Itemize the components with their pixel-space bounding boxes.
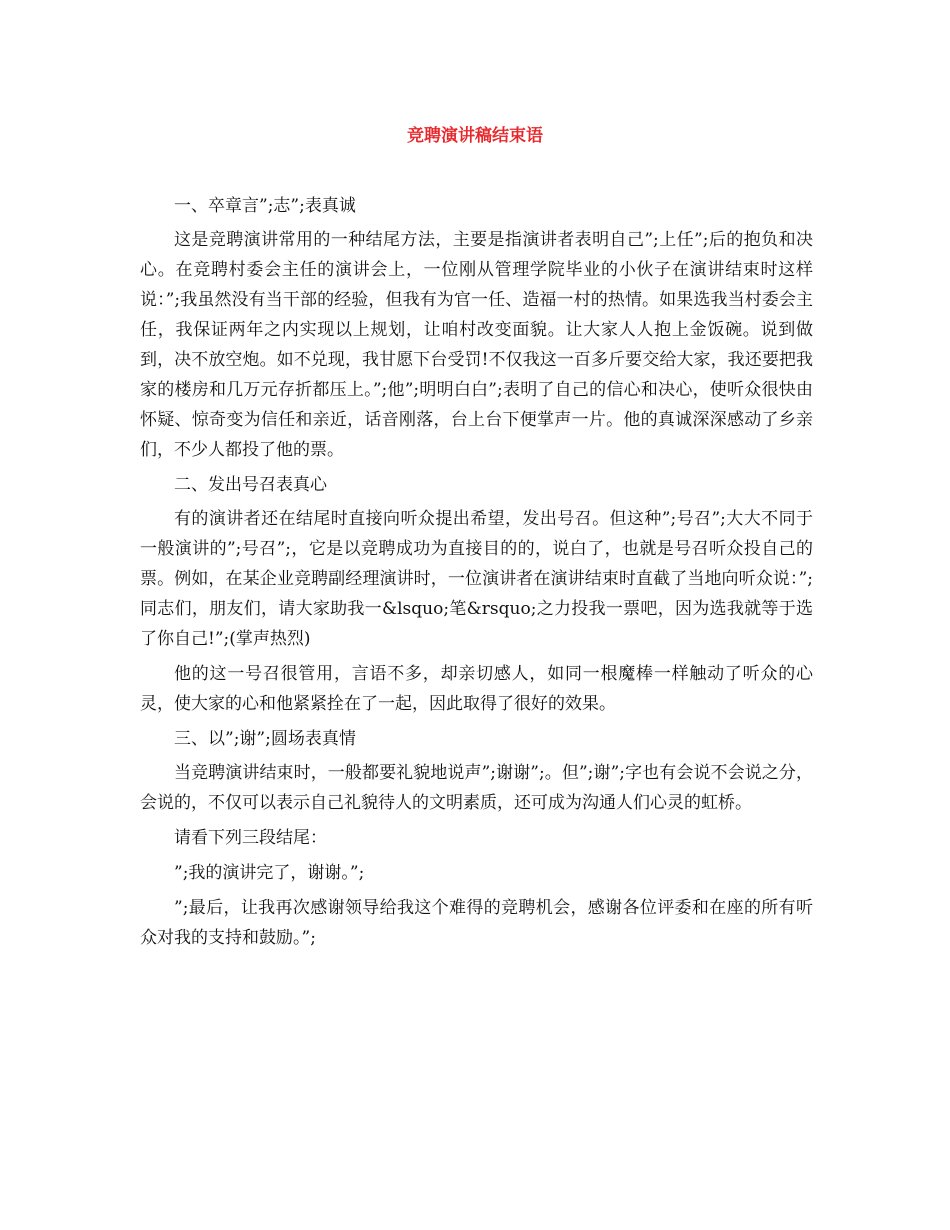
paragraph: 这是竞聘演讲常用的一种结尾方法，主要是指演讲者表明自己”;上任”;后的抱负和决心。在竞聘村委会主任的演讲会上，一位刚从管理学院毕业的小伙子在演讲结束时这样说：”;我虽然没有当干部的经验，但我有为官一任、造福一村的热情。如果选我当村委会主任，我保证两年之内实现以上规划，让咱村改变面貌。让大家人人抱上金饭碗。说到做到，决不放空炮。如不兑现，我甘愿下台受罚!不仅我这一百多斤要交给大家，我还要把我家的楼房和几万元存折都压上。”;他”;明明白白”;表明了自己的信心和决心，使听众很快由怀疑、惊奇变为信任和亲近，话音刚落，台上台下便掌声一片。他的真诚深深感动了乡亲们，不少人都投了他的票。 [140, 230, 813, 460]
paragraph: 请看下列三段结尾： [174, 828, 327, 848]
quote-paragraph: ”;最后，让我再次感谢领导给我这个难得的竞聘机会，感谢各位评委和在座的所有听众对我的支持和鼓励。”; [140, 898, 813, 948]
paragraph: 有的演讲者还在结尾时直接向听众提出希望，发出号召。但这种”;号召”;大大不同于一般演讲的”;号召”;，它是以竞聘成功为直接目的的，说白了，也就是号召听众投自己的票。例如，在某企业竞聘副经理演讲时，一位演讲者在演讲结束时直截了当地向听众说：”;同志们，朋友们，请大家助我一&lsquo;笔&rsquo;之力投我一票吧，因为选我就等于选了你自己!”;(掌声热烈) [140, 509, 813, 649]
paragraph: 他的这一号召很管用，言语不多，却亲切感人，如同一根魔棒一样触动了听众的心灵，使大家的心和他紧紧拴在了一起，因此取得了很好的效果。 [140, 664, 813, 714]
section-heading-1: 一、卒章言”;志”;表真诚 [174, 196, 356, 216]
quote-paragraph: ”;我的演讲完了，谢谢。”; [174, 863, 365, 883]
paragraph: 当竞聘演讲结束时，一般都要礼貌地说声”;谢谢”;。但”;谢”;字也有会说不会说之分，会说的，不仅可以表示自己礼貌待人的文明素质，还可成为沟通人们心灵的虹桥。 [140, 763, 813, 813]
document-body [140, 191, 813, 958]
section-heading-3: 三、以”;谢”;圆场表真情 [174, 729, 356, 749]
section-heading-2: 二、发出号召表真心 [174, 475, 327, 495]
document-title: 竞聘演讲稿结束语 [407, 126, 543, 146]
